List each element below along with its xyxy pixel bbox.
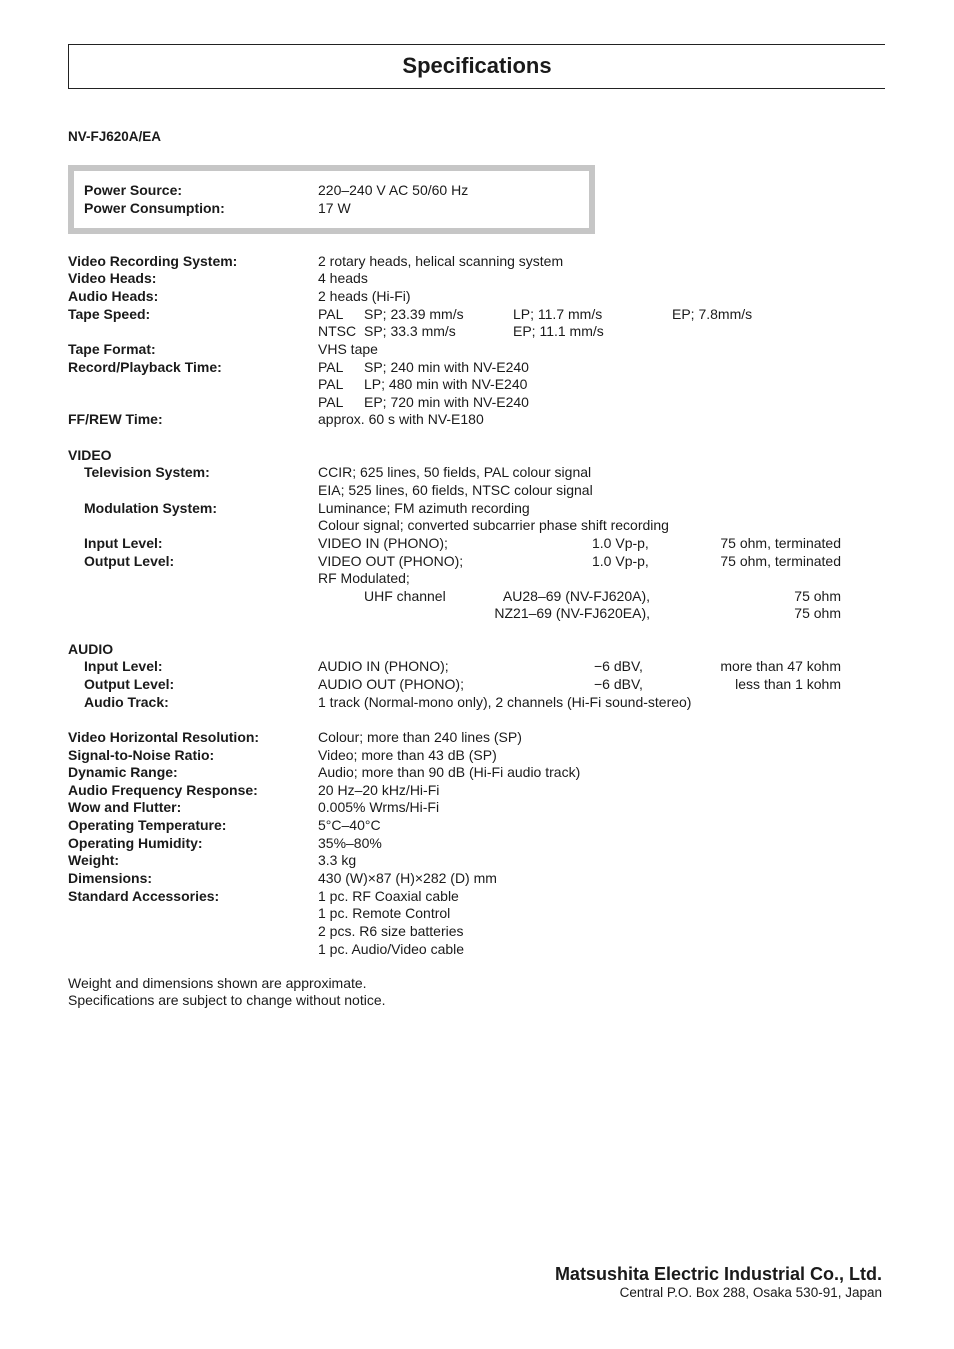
spec-row-power-source — [0, 181, 954, 199]
spec-label: Operating Humidity: — [68, 835, 203, 851]
spec-label: Input Level: — [84, 535, 163, 551]
spec-row — [0, 534, 954, 552]
spec-label: Record/Playback Time: — [68, 359, 222, 375]
spec-label: Video Recording System: — [68, 253, 238, 269]
spec-value: UHF channel — [364, 588, 446, 604]
spec-value: VHS tape — [318, 341, 378, 357]
spec-value: approx. 60 s with NV-E180 — [318, 411, 484, 427]
note-approximate: Weight and dimensions shown are approximate. — [68, 975, 367, 991]
spec-value: NTSC — [318, 323, 357, 339]
spec-value: EP; 720 min with NV-E240 — [364, 394, 529, 410]
spec-value: 17 W — [318, 200, 351, 216]
spec-row — [0, 834, 954, 852]
spec-value: 2 pcs. R6 size batteries — [318, 923, 464, 939]
spec-value: 75 ohm, terminated — [720, 553, 841, 569]
section-heading-video — [0, 446, 954, 464]
spec-row — [0, 516, 954, 534]
spec-label: Audio Heads: — [68, 288, 159, 304]
spec-value: 1.0 Vp-p, — [592, 535, 649, 551]
spec-label: Standard Accessories: — [68, 888, 220, 904]
spec-row — [0, 728, 954, 746]
spec-value: 1 pc. Audio/Video cable — [318, 941, 465, 957]
spec-row — [0, 552, 954, 570]
spec-label: Wow and Flutter: — [68, 799, 182, 815]
spec-value: SP; 23.39 mm/s — [364, 306, 464, 322]
spec-row — [0, 675, 954, 693]
spec-row — [0, 940, 954, 958]
spec-row — [0, 410, 954, 428]
spec-value: more than 47 kohm — [720, 658, 841, 674]
spec-value: Luminance; FM azimuth recording — [318, 500, 530, 516]
title-box — [68, 44, 885, 89]
spec-label: Tape Format: — [68, 341, 156, 357]
spec-row — [0, 322, 954, 340]
spec-label: Output Level: — [84, 553, 175, 569]
spec-row — [0, 463, 954, 481]
spec-label: Dynamic Range: — [68, 764, 178, 780]
spec-value: SP; 240 min with NV-E240 — [364, 359, 529, 375]
spec-value: 2 rotary heads, helical scanning system — [318, 253, 564, 269]
section-heading: AUDIO — [68, 641, 114, 657]
spec-row — [0, 851, 954, 869]
spec-value: 75 ohm — [794, 588, 841, 604]
spec-row — [0, 393, 954, 411]
spec-value: PAL — [318, 359, 344, 375]
company-address: Central P.O. Box 288, Osaka 530-91, Japan — [619, 1285, 882, 1300]
spec-row — [0, 375, 954, 393]
spec-value: AUDIO IN (PHONO); — [318, 658, 449, 674]
spec-label: Signal-to-Noise Ratio: — [68, 747, 215, 763]
spec-value: 1.0 Vp-p, — [592, 553, 649, 569]
spec-label: Dimensions: — [68, 870, 153, 886]
model-number: NV-FJ620A/EA — [68, 129, 162, 144]
spec-value: RF Modulated; — [318, 570, 410, 586]
spec-value: EP; 7.8mm/s — [672, 306, 753, 322]
spec-value: 430 (W)×87 (H)×282 (D) mm — [318, 870, 497, 886]
spec-row — [0, 746, 954, 764]
spec-row — [0, 869, 954, 887]
spec-value: AUDIO OUT (PHONO); — [318, 676, 464, 692]
spec-value: NZ21–69 (NV-FJ620EA), — [494, 605, 650, 621]
spec-row — [0, 763, 954, 781]
spec-value: 1 pc. Remote Control — [318, 905, 451, 921]
spec-row — [0, 499, 954, 517]
spec-value: EIA; 525 lines, 60 fields, NTSC colour signal — [318, 482, 593, 498]
spec-label: FF/REW Time: — [68, 411, 163, 427]
spec-value: less than 1 kohm — [735, 676, 841, 692]
spec-row — [0, 816, 954, 834]
spec-label: Operating Temperature: — [68, 817, 227, 833]
spec-value: PAL — [318, 306, 344, 322]
spec-row — [0, 604, 954, 622]
spec-row — [0, 269, 954, 287]
spec-row — [0, 781, 954, 799]
spec-value: 75 ohm — [794, 605, 841, 621]
spec-value: 1 track (Normal-mono only), 2 channels (Hi-Fi sound-stereo) — [318, 694, 692, 710]
spec-label: Audio Track: — [84, 694, 169, 710]
spec-value: 5°C–40°C — [318, 817, 381, 833]
spec-label: Audio Frequency Response: — [68, 782, 258, 798]
section-heading-audio — [0, 640, 954, 658]
spec-row — [0, 904, 954, 922]
spec-row — [0, 287, 954, 305]
spec-row — [0, 693, 954, 711]
spec-row — [0, 358, 954, 376]
spec-row — [0, 305, 954, 323]
spec-value: SP; 33.3 mm/s — [364, 323, 456, 339]
spec-value: Colour; more than 240 lines (SP) — [318, 729, 522, 745]
spec-label: Video Heads: — [68, 270, 157, 286]
spec-label: Modulation System: — [84, 500, 218, 516]
spec-value: 1 pc. RF Coaxial cable — [318, 888, 459, 904]
spec-value: −6 dBV, — [594, 658, 643, 674]
spec-label: Power Consumption: — [84, 200, 225, 216]
spec-value: −6 dBV, — [594, 676, 643, 692]
spec-value: Video; more than 43 dB (SP) — [318, 747, 497, 763]
note-change-notice: Specifications are subject to change without notice. — [68, 992, 386, 1008]
spec-label: Output Level: — [84, 676, 175, 692]
spec-label: Television System: — [84, 464, 210, 480]
spec-value: EP; 11.1 mm/s — [513, 323, 604, 339]
spec-row — [0, 587, 954, 605]
spec-label: Weight: — [68, 852, 120, 868]
spec-value: LP; 11.7 mm/s — [513, 306, 603, 322]
section-heading: VIDEO — [68, 447, 112, 463]
spec-row — [0, 569, 954, 587]
spec-value: LP; 480 min with NV-E240 — [364, 376, 528, 392]
spec-value: 4 heads — [318, 270, 368, 286]
spec-label: Video Horizontal Resolution: — [68, 729, 260, 745]
spec-value: Colour signal; converted subcarrier phase shift recording — [318, 517, 669, 533]
spec-row — [0, 340, 954, 358]
spec-value: 35%–80% — [318, 835, 382, 851]
spec-value: CCIR; 625 lines, 50 fields, PAL colour signal — [318, 464, 592, 480]
spec-value: PAL — [318, 394, 344, 410]
spec-value: AU28–69 (NV-FJ620A), — [502, 588, 650, 604]
spec-value: 75 ohm, terminated — [720, 535, 841, 551]
spec-value: 0.005% Wrms/Hi-Fi — [318, 799, 440, 815]
spec-label: Power Source: — [84, 182, 183, 198]
spec-value: VIDEO OUT (PHONO); — [318, 553, 464, 569]
spec-row — [0, 252, 954, 270]
page-title: Specifications — [402, 53, 552, 78]
spec-row — [0, 922, 954, 940]
spec-label: Tape Speed: — [68, 306, 151, 322]
spec-value: Audio; more than 90 dB (Hi-Fi audio track) — [318, 764, 581, 780]
spec-value: 2 heads (Hi-Fi) — [318, 288, 411, 304]
spec-row — [0, 887, 954, 905]
spec-row-power-consumption — [0, 199, 954, 217]
spec-row — [0, 481, 954, 499]
spec-row — [0, 798, 954, 816]
spec-value: 3.3 kg — [318, 852, 357, 868]
spec-value: VIDEO IN (PHONO); — [318, 535, 448, 551]
spec-value: PAL — [318, 376, 344, 392]
spec-row — [0, 657, 954, 675]
company-name: Matsushita Electric Industrial Co., Ltd. — [554, 1264, 882, 1284]
spec-label: Input Level: — [84, 658, 163, 674]
spec-value: 20 Hz–20 kHz/Hi-Fi — [318, 782, 440, 798]
spec-value: 220–240 V AC 50/60 Hz — [318, 182, 469, 198]
